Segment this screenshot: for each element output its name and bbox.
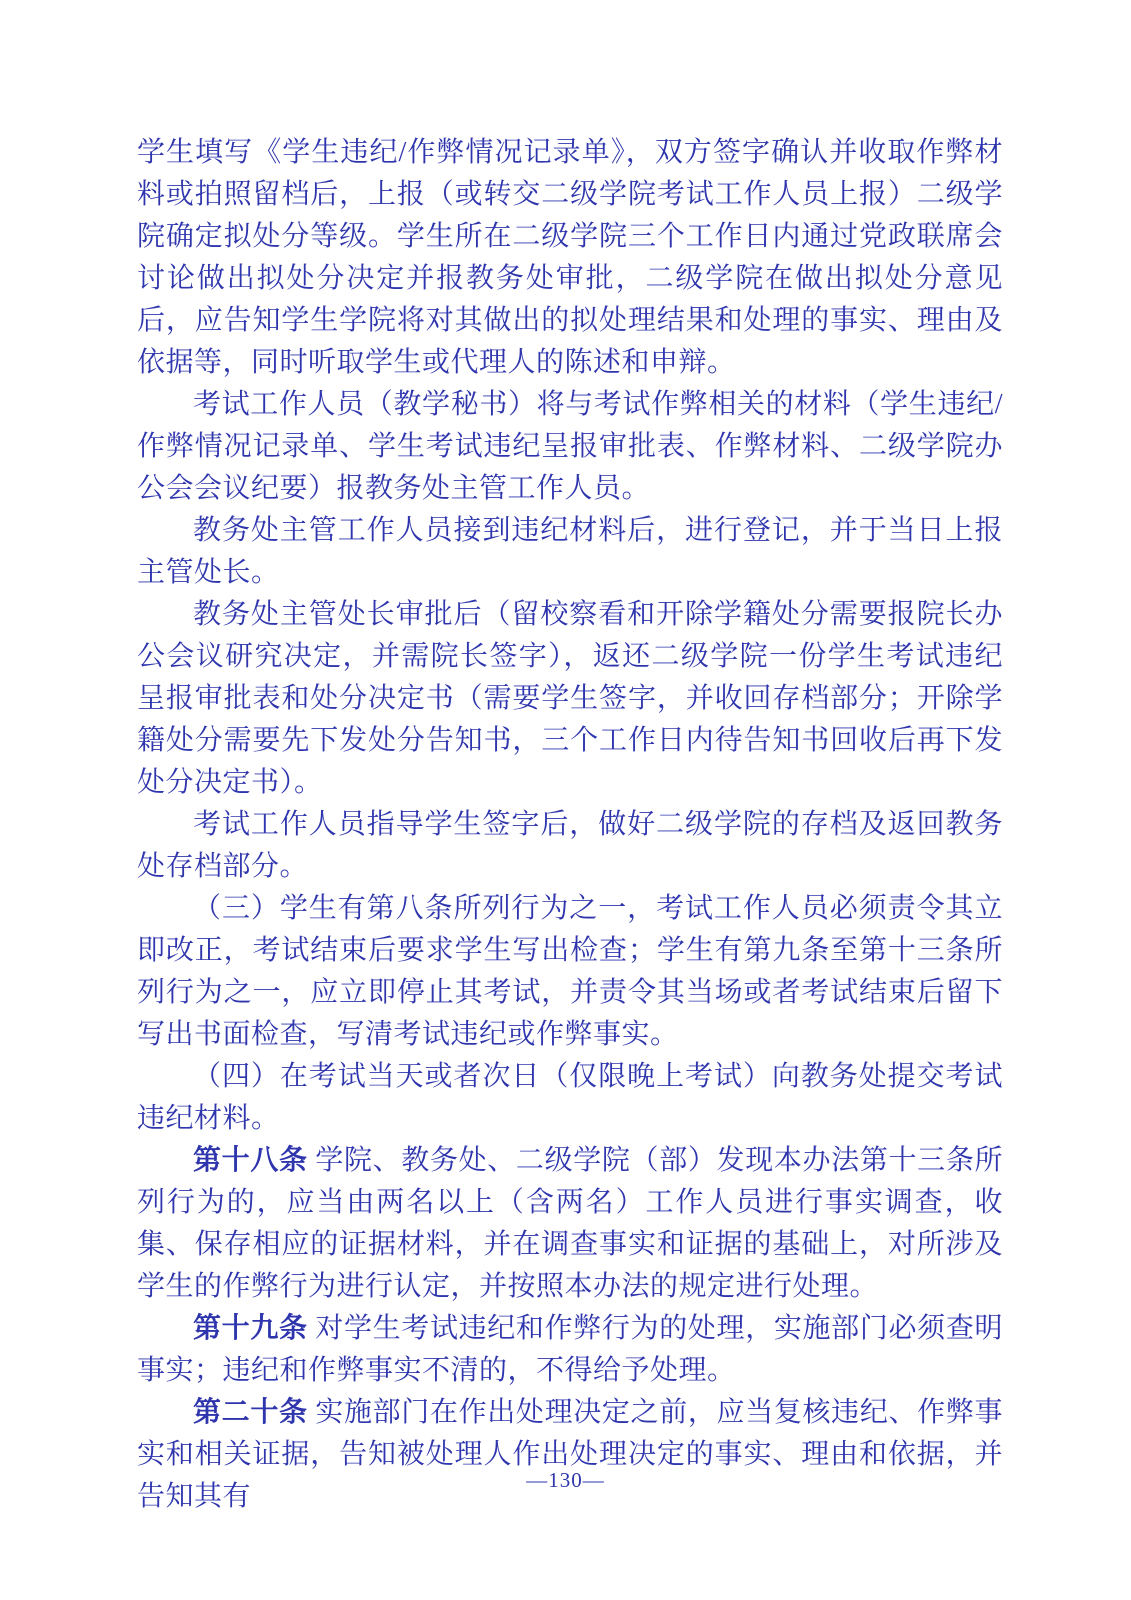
paragraph (137, 510, 1003, 594)
paragraph (137, 1140, 1003, 1308)
paragraph-text: 学生填写《学生违纪/作弊情况记录单》，双方签字确认并收取作弊材料或拍照留档后，上报（或转交二级学院考试工作人员上报）二级学院确定拟处分等级。学生所在二级学院三个工作日内通过党政联席会讨论做出拟处分决定并报教务处审批，二级学院在做出拟处分意见后，应告知学生学院将对其做出的拟处理结果和处理的事实、理由及依据等，同时听取学生或代理人的陈述和申辩。 (137, 137, 1003, 378)
page-number-footer: —130— (526, 1468, 605, 1492)
document-body (137, 132, 1003, 1518)
article-number: 第十八条 (193, 1145, 308, 1176)
paragraph-text: 教务处主管工作人员接到违纪材料后，进行登记，并于当日上报主管处长。 (137, 515, 1003, 588)
paragraph (137, 1056, 1003, 1140)
article-number: 第十九条 (193, 1313, 308, 1344)
paragraph (137, 888, 1003, 1056)
article-number: 第二十条 (193, 1397, 308, 1428)
paragraph (137, 1308, 1003, 1392)
paragraph (137, 384, 1003, 510)
paragraph (137, 1392, 1003, 1518)
paragraph (137, 804, 1003, 888)
paragraph-text: （三）学生有第八条所列行为之一，考试工作人员必须责令其立即改正，考试结束后要求学生写出检查；学生有第九条至第十三条所列行为之一，应立即停止其考试，并责令其当场或者考试结束后留下写出书面检查，写清考试违纪或作弊事实。 (137, 893, 1003, 1050)
paragraph (137, 132, 1003, 384)
paragraph (137, 594, 1003, 804)
paragraph-text: 对学生考试违纪和作弊行为的处理，实施部门必须查明事实；违纪和作弊事实不清的，不得给予处理。 (137, 1313, 1003, 1386)
paragraph-text: （四）在考试当天或者次日（仅限晚上考试）向教务处提交考试违纪材料。 (137, 1061, 1003, 1134)
paragraph-text: 考试工作人员指导学生签字后，做好二级学院的存档及返回教务处存档部分。 (137, 809, 1003, 882)
paragraph-text: 考试工作人员（教学秘书）将与考试作弊相关的材料（学生违纪/作弊情况记录单、学生考试违纪呈报审批表、作弊材料、二级学院办公会会议纪要）报教务处主管工作人员。 (137, 389, 1003, 504)
paragraph-text: 实施部门在作出处理决定之前，应当复核违纪、作弊事实和相关证据，告知被处理人作出处理决定的事实、理由和依据，并告知其有 (137, 1397, 1003, 1512)
paragraph-text: 学院、教务处、二级学院（部）发现本办法第十三条所列行为的，应当由两名以上（含两名）工作人员进行事实调查，收集、保存相应的证据材料，并在调查事实和证据的基础上，对所涉及学生的作弊行为进行认定，并按照本办法的规定进行处理。 (137, 1145, 1003, 1302)
paragraph-text: 教务处主管处长审批后（留校察看和开除学籍处分需要报院长办公会议研究决定，并需院长签字），返还二级学院一份学生考试违纪呈报审批表和处分决定书（需要学生签字，并收回存档部分；开除学籍处分需要先下发处分告知书，三个工作日内待告知书回收后再下发处分决定书）。 (137, 599, 1003, 798)
